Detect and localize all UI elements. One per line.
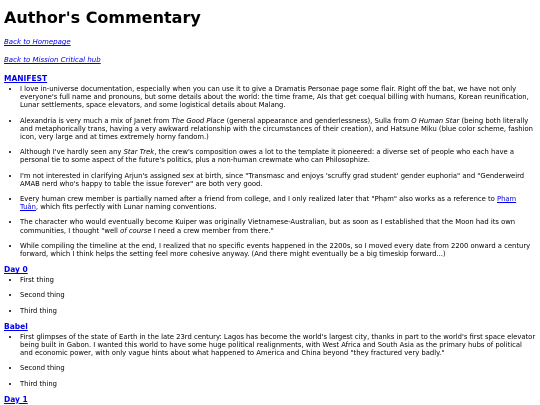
italic-title: Star Trek bbox=[123, 148, 155, 157]
list-item bbox=[20, 307, 536, 315]
back-to-hub-link[interactable]: Back to Mission Critical hub bbox=[4, 56, 101, 64]
item-text: Second thing bbox=[20, 291, 65, 300]
italic-title: of course bbox=[120, 226, 152, 235]
page-title: Author's Commentary bbox=[4, 8, 201, 27]
section-heading-link[interactable]: MANIFEST bbox=[4, 74, 48, 83]
item-text: While compiling the timeline at the end, I realized that no specific events happened in the 2200s, so I moved every date from 2200 onward a century forward, which I think helps the setting feel more cohesive anyway. (And there might eventually be a big timeskip forward...) bbox=[20, 241, 531, 259]
list-item bbox=[20, 242, 536, 258]
item-text: Second thing bbox=[20, 364, 65, 373]
section-list bbox=[4, 276, 536, 315]
item-text: I'm not interested in clarifying Arjun's assigned sex at birth, since "Transmasc and enjoys 'scruffy grad student' gender euphoria" and "Genderweird AMAB nerd who's happy to table the issue forever" are both very good. bbox=[20, 171, 525, 188]
back-to-homepage-link[interactable]: Back to Homepage bbox=[4, 38, 71, 46]
list-item bbox=[20, 117, 536, 142]
item-text: Every human crew member is partially named after a friend from college, and I only realized later that "Phạm" also works as a reference to bbox=[20, 195, 497, 204]
section-heading-link[interactable]: Day 1 bbox=[4, 394, 28, 404]
item-text: (general appearance and genderlessness), Sulla from bbox=[224, 116, 412, 125]
item-text: Although I've hardly seen any bbox=[20, 148, 124, 157]
list-item bbox=[20, 218, 536, 234]
list-item bbox=[20, 364, 536, 372]
item-text: Third thing bbox=[20, 306, 57, 315]
italic-title: The Good Place bbox=[171, 116, 225, 125]
italic-title: O Human Star bbox=[411, 116, 460, 125]
list-item bbox=[20, 195, 536, 211]
sections-container bbox=[4, 74, 536, 404]
item-text: First thing bbox=[20, 276, 54, 285]
inline-link[interactable]: Phạm Tuân bbox=[20, 195, 517, 212]
item-text: , which fits perfectly with Lunar naming conventions. bbox=[35, 203, 217, 212]
list-item bbox=[20, 148, 536, 164]
section-list bbox=[4, 333, 536, 388]
list-item bbox=[20, 333, 536, 358]
item-text: Alexandria is very much a mix of Janet from bbox=[20, 116, 172, 125]
list-item bbox=[20, 291, 536, 299]
list-item bbox=[20, 172, 536, 188]
list-item bbox=[20, 380, 536, 388]
section-heading-link[interactable]: Day 0 bbox=[4, 265, 28, 275]
item-text: The character who would eventually become Kuiper was originally Vietnamese-Australian, but as soon as I established that the Moon had its own communities, I thought "well bbox=[20, 218, 516, 235]
section-list bbox=[4, 85, 536, 258]
item-text: , the crew's composition owes a lot to the template it pioneered: a diverse set of people who each have a personal tie to some aspect of the future's politics, plus a non-human crewmate who can Philosophize. bbox=[20, 148, 515, 165]
item-text: I love in-universe documentation, especially when you can use it to give a Dramatis Personae page some flair. Right off the bat, we have not only everyone's full name and pronouns, but some details about the world: the time frame, AIs that get coequal billing with humans, Korean reunification, Lunar settlements, space elevators, and some logistical details about Malang. bbox=[20, 85, 529, 110]
section-heading-link[interactable]: Babel bbox=[4, 321, 28, 331]
item-text: I need a crew member from there." bbox=[151, 226, 274, 235]
item-text: (being both literally and metaphorically trans, having a very awkward relationship with the circumstances of their creation), and Hatsune Miku (blue color scheme, fashion icon, very large and at times extremely horny fandom.) bbox=[20, 116, 533, 142]
list-item bbox=[20, 85, 536, 110]
item-text: Third thing bbox=[20, 379, 57, 388]
list-item bbox=[20, 276, 536, 284]
item-text: First glimpses of the state of Earth in the late 23rd century: Lagos has become the world's largest city, thanks in part to the world's first space elevator being built in Gabon. I wanted this world to have some huge political realignments, with West Africa and South Asia as the primary hubs of political and economic power, with only vague hints about what happened to America and China beyond "they fractured very badly." bbox=[20, 332, 536, 358]
